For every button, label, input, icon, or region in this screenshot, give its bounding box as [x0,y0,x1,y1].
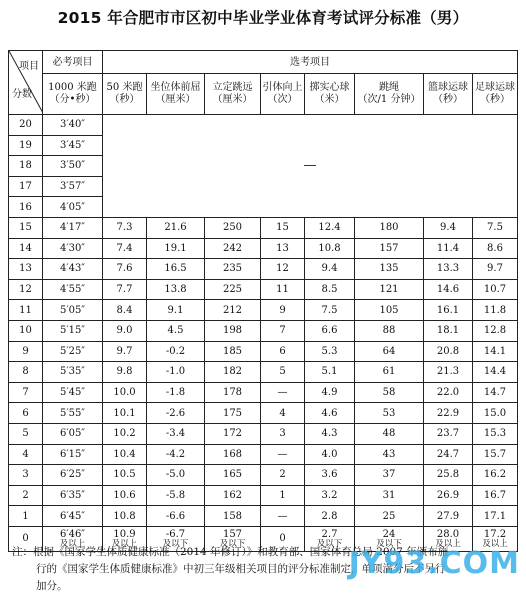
value-cell: 3.6 [305,465,355,486]
value-cell: 4.5 [147,320,205,341]
value-text: 24 [382,528,396,540]
value-cell: 4.6 [305,403,355,424]
value-cell: 2.8 [305,506,355,527]
score-cell: 9 [9,341,43,362]
column-header [424,74,473,115]
value-cell: 14.6 [424,279,473,300]
value-cell: -5.8 [147,485,205,506]
value-cell: 3 [261,423,305,444]
column-header-unit: （次/1 分钟） [357,94,421,105]
value-cell: 5 [261,362,305,383]
value-cell: 9.1 [147,300,205,321]
value-cell: 26.9 [424,485,473,506]
score-cell: 7 [9,382,43,403]
value-cell: 105 [355,300,424,321]
value-cell: 24.7 [424,444,473,465]
value-cell: 19.1 [147,238,205,259]
value-cell: 178 [205,382,261,403]
score-cell: 16 [9,197,43,218]
table-row [9,238,518,259]
value-cell: 242 [205,238,261,259]
value-cell: 4′05″ [43,197,103,218]
value-cell: 13.8 [147,279,205,300]
value-cell: 168 [205,444,261,465]
value-cell: 3′40″ [43,115,103,136]
value-cell: 7.4 [103,238,147,259]
score-cell: 4 [9,444,43,465]
column-header [305,74,355,115]
score-cell: 19 [9,135,43,156]
value-cell: -2.6 [147,403,205,424]
value-cell: 225 [205,279,261,300]
value-cell: 64 [355,341,424,362]
value-cell: 14.4 [473,362,518,383]
table-row [9,320,518,341]
value-cell: 22.9 [424,403,473,424]
score-cell: 13 [9,259,43,280]
table-row [9,465,518,486]
value-cell: 4′43″ [43,259,103,280]
score-cell: 3 [9,465,43,486]
corner-header-cell [9,51,43,115]
value-cell: 9.7 [473,259,518,280]
value-text: 157 [222,528,243,540]
value-cell: 175 [205,403,261,424]
value-text: 10.9 [113,528,136,540]
table-row [9,485,518,506]
value-cell: 10.5 [103,465,147,486]
value-cell: 182 [205,362,261,383]
table-row [9,506,518,527]
value-cell: 27.9 [424,506,473,527]
value-cell: 15.7 [473,444,518,465]
footnote-line: 注：根据《国家学生体质健康标准（2014 年修订）》和教育部、国家体育总局 2007 年颁布施 [12,546,449,558]
table-row [9,444,518,465]
watermark-logo: JY93.COM [348,546,520,581]
value-cell: 4′30″ [43,238,103,259]
corner-label-item: 项目 [19,61,39,72]
value-cell: 157 [355,238,424,259]
value-cell: 6′15″ [43,444,103,465]
value-cell: 6′45″ [43,506,103,527]
column-header [473,74,518,115]
value-cell: 21.6 [147,217,205,238]
table-row [9,279,518,300]
value-cell: 11 [261,279,305,300]
value-cell: 8.6 [473,238,518,259]
column-header [43,74,103,115]
column-header [103,74,147,115]
value-cell: 198 [205,320,261,341]
column-header-label: 引体向上 [262,82,303,93]
optional-group-header: 选考项目 [103,51,518,74]
value-cell: 21.3 [424,362,473,383]
value-cell: 22.0 [424,382,473,403]
column-header-label: 足球运球 [475,82,515,93]
column-header-unit: （秒） [480,94,510,105]
value-cell: 7 [261,320,305,341]
column-header [147,74,205,115]
value-cell: 8.4 [103,300,147,321]
column-header-label: 坐位体前屈 [150,82,201,93]
value-cell: 4′17″ [43,217,103,238]
value-cell: 53 [355,403,424,424]
value-cell: 10.6 [103,485,147,506]
page-title: 2015 年合肥市市区初中毕业学业体育考试评分标准（男） [57,9,469,27]
score-cell: 14 [9,238,43,259]
value-cell: -1.0 [147,362,205,383]
value-cell: -5.0 [147,465,205,486]
value-cell: 14.7 [473,382,518,403]
value-qualifier: 及以下 [376,538,402,549]
value-cell: 5.1 [305,362,355,383]
value-qualifier: 及以下 [219,538,246,549]
value-cell: 7.6 [103,259,147,280]
value-cell: -1.8 [147,382,205,403]
value-cell: 88 [355,320,424,341]
value-cell: 4 [261,403,305,424]
value-text: 0 [279,533,286,545]
value-cell: 3.2 [305,485,355,506]
value-cell: 5′25″ [43,341,103,362]
value-cell: 6.6 [305,320,355,341]
column-header-label: 50 米跑 [106,82,143,93]
value-cell: 61 [355,362,424,383]
score-cell: 10 [9,320,43,341]
value-cell: 9.8 [103,362,147,383]
value-cell: 2 [261,465,305,486]
score-cell: 20 [9,115,43,136]
column-header [355,74,424,115]
value-qualifier: 及以下 [162,538,189,549]
score-cell: 12 [9,279,43,300]
value-cell: 6′05″ [43,423,103,444]
value-cell: 180 [355,217,424,238]
value-cell: -0.2 [147,341,205,362]
value-cell: 9.7 [103,341,147,362]
corner-label-score: 分数 [12,89,32,100]
value-qualifier: 及以上 [59,538,86,549]
table-row [9,115,518,136]
table-row [9,300,518,321]
value-cell: 121 [355,279,424,300]
value-text: 28.0 [436,528,460,540]
column-header-unit: （厘米） [155,94,196,105]
value-text: 17.2 [483,528,507,540]
value-cell: 6′25″ [43,465,103,486]
value-cell: 11.8 [473,300,518,321]
column-header-label: 1000 米跑 [48,82,97,93]
value-cell: 185 [205,341,261,362]
value-cell: 158 [205,506,261,527]
value-cell: 15.0 [473,403,518,424]
value-cell: 5′15″ [43,320,103,341]
table-row [9,341,518,362]
value-cell: 6′35″ [43,485,103,506]
score-cell: 18 [9,156,43,177]
value-cell: 8.5 [305,279,355,300]
value-cell: 10.2 [103,423,147,444]
value-cell: 10.8 [103,506,147,527]
value-text: 6′46″ [59,528,86,540]
value-cell: 10.0 [103,382,147,403]
value-cell: 14.1 [473,341,518,362]
value-cell: 6 [261,341,305,362]
value-cell: 25 [355,506,424,527]
score-cell: 17 [9,176,43,197]
value-cell: 37 [355,465,424,486]
column-header [205,74,261,115]
value-cell: 25.8 [424,465,473,486]
value-cell: 16.1 [424,300,473,321]
score-cell: 6 [9,403,43,424]
column-header-unit: （次） [267,94,298,105]
value-cell: 162 [205,485,261,506]
value-cell: 5′35″ [43,362,103,383]
table-row [9,382,518,403]
value-qualifier: 及以上 [435,538,461,549]
value-cell: 9.0 [103,320,147,341]
column-header-label: 跳绳 [379,82,399,93]
value-cell: 1 [261,485,305,506]
value-cell: 10.8 [305,238,355,259]
column-header-unit: （厘米） [212,94,253,105]
footnote-line: 加分。 [36,580,68,592]
value-text: -6.7 [165,528,186,540]
table-row [9,423,518,444]
value-cell: 4.9 [305,382,355,403]
value-cell: 7.7 [103,279,147,300]
score-cell: 5 [9,423,43,444]
value-cell: 135 [355,259,424,280]
score-cell: 0 [9,526,43,551]
score-cell: 15 [9,217,43,238]
table-row [9,259,518,280]
value-cell: 172 [205,423,261,444]
value-cell: 165 [205,465,261,486]
value-cell: 4′55″ [43,279,103,300]
value-cell: 235 [205,259,261,280]
value-cell: — [261,382,305,403]
value-cell: 31 [355,485,424,506]
value-cell: -3.4 [147,423,205,444]
value-cell: 7.5 [305,300,355,321]
value-cell: 15.3 [473,423,518,444]
value-cell: 12 [261,259,305,280]
score-cell: 2 [9,485,43,506]
footnote-line: 行的《国家学生体质健康标准》中初三年级相关项目的评分标准制定，单项满分后不另行 [36,563,446,575]
value-cell: 20.8 [424,341,473,362]
column-header-label: 立定跳远 [212,82,253,93]
value-cell: 5′05″ [43,300,103,321]
value-cell: 9 [261,300,305,321]
value-cell: 7.5 [473,217,518,238]
value-cell: 12.4 [305,217,355,238]
required-group-header: 必考项目 [43,51,103,74]
value-cell: 15 [261,217,305,238]
value-cell: 4.3 [305,423,355,444]
value-cell: 17.1 [473,506,518,527]
column-header [261,74,305,115]
value-cell: 250 [205,217,261,238]
score-table [8,50,518,552]
value-cell: 16.2 [473,465,518,486]
value-cell: 3′45″ [43,135,103,156]
merged-empty-cell: — [103,115,518,218]
value-cell: 48 [355,423,424,444]
column-header-label: 掷实心球 [309,82,350,93]
value-cell: 12.8 [473,320,518,341]
value-qualifier: 及以上 [482,538,508,549]
table-row [9,217,518,238]
value-cell: 13 [261,238,305,259]
value-cell: 7.3 [103,217,147,238]
value-cell: — [261,444,305,465]
value-text: 2.7 [321,528,338,540]
value-cell: — [261,506,305,527]
value-cell: 5′45″ [43,382,103,403]
value-cell: 10.1 [103,403,147,424]
value-cell: 13.3 [424,259,473,280]
value-cell: 43 [355,444,424,465]
column-header-unit: （秒） [109,94,140,105]
value-cell: 11.4 [424,238,473,259]
column-header-unit: （秒） [433,94,463,105]
value-cell: 16.5 [147,259,205,280]
table-row [9,403,518,424]
value-cell: 5.3 [305,341,355,362]
value-qualifier: 及以上 [111,538,138,549]
value-cell: 212 [205,300,261,321]
score-cell: 1 [9,506,43,527]
value-cell: 5′55″ [43,403,103,424]
column-header-unit: （米） [314,94,345,105]
column-header-label: 篮球运球 [428,82,468,93]
value-cell: 18.1 [424,320,473,341]
value-cell: 10.4 [103,444,147,465]
score-cell: 8 [9,362,43,383]
value-cell: 9.4 [305,259,355,280]
column-header-unit: （分•秒） [49,94,96,105]
score-cell: 11 [9,300,43,321]
value-cell: -4.2 [147,444,205,465]
value-cell: 9.4 [424,217,473,238]
value-qualifier: 及以下 [316,538,343,549]
value-cell: 3′50″ [43,156,103,177]
value-cell: -6.6 [147,506,205,527]
table-row [9,362,518,383]
value-cell: 16.7 [473,485,518,506]
value-cell: 23.7 [424,423,473,444]
value-cell: 3′57″ [43,176,103,197]
value-cell: 58 [355,382,424,403]
value-cell: 4.0 [305,444,355,465]
value-cell: 10.7 [473,279,518,300]
